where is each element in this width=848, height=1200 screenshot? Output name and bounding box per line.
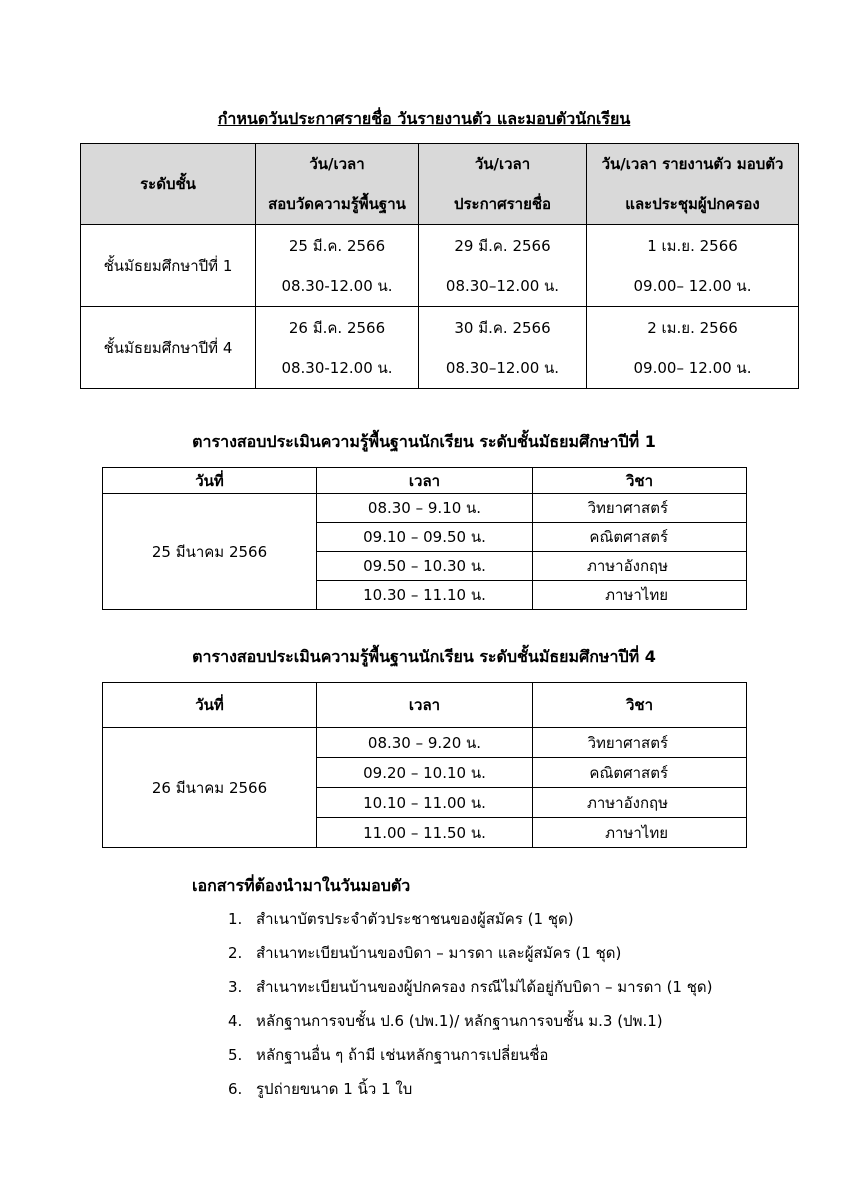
item-text: หลักฐานอื่น ๆ ถ้ามี เช่นหลักฐานการเปลี่ยนชื่อ xyxy=(256,1046,549,1064)
item-text: สำเนาบัตรประจำตัวประชาชนของผู้สมัคร (1 ชุด) xyxy=(256,910,574,928)
exam-m1-header-row xyxy=(103,468,747,494)
header-report-line2: และประชุมผู้ปกครอง xyxy=(625,195,760,213)
exam-subject: วิทยาศาสตร์ xyxy=(533,728,747,758)
exam-time: 08.30-12.00 น. xyxy=(281,358,393,377)
item-number: 6. xyxy=(228,1080,243,1098)
exam-time: 08.30-12.00 น. xyxy=(281,276,393,295)
header-report xyxy=(587,144,799,225)
exam-subject: คณิตศาสตร์ xyxy=(533,758,747,788)
exam-subject: วิทยาศาสตร์ xyxy=(533,494,747,523)
exam-date: 25 มีนาคม 2566 xyxy=(103,494,317,610)
report-date: 2 เม.ย. 2566 xyxy=(647,318,738,337)
header-subject: วิชา xyxy=(533,683,747,728)
report-date: 1 เม.ย. 2566 xyxy=(647,236,738,255)
header-subject: วิชา xyxy=(533,468,747,494)
exam-time: 08.30 – 9.10 น. xyxy=(317,494,533,523)
exam-subject: ภาษาอังกฤษ xyxy=(533,552,747,581)
exam-time: 09.50 – 10.30 น. xyxy=(317,552,533,581)
schedule-row xyxy=(81,225,799,307)
header-announce-line2: ประกาศรายชื่อ xyxy=(453,195,552,213)
table-row xyxy=(103,728,747,758)
exam-time: 09.20 – 10.10 น. xyxy=(317,758,533,788)
list-item xyxy=(228,970,713,1004)
schedule-report xyxy=(587,307,799,389)
exam-date: 26 มี.ค. 2566 xyxy=(288,318,386,337)
exam-m4-title: ตารางสอบประเมินความรู้พื้นฐานนักเรียน ระดับชั้นมัธยมศึกษาปีที่ 4 xyxy=(192,647,656,666)
header-date: วันที่ xyxy=(103,683,317,728)
exam-m1-title: ตารางสอบประเมินความรู้พื้นฐานนักเรียน ระดับชั้นมัธยมศึกษาปีที่ 1 xyxy=(192,432,656,451)
exam-time: 10.30 – 11.10 น. xyxy=(317,581,533,610)
header-announce-line1: วัน/เวลา xyxy=(474,155,531,173)
schedule-announce xyxy=(419,307,587,389)
item-text: หลักฐานการจบชั้น ป.6 (ปพ.1)/ หลักฐานการจบชั้น ม.3 (ปพ.1) xyxy=(256,1012,663,1030)
table-row xyxy=(103,494,747,523)
header-time: เวลา xyxy=(317,683,533,728)
header-date: วันที่ xyxy=(103,468,317,494)
exam-date: 26 มีนาคม 2566 xyxy=(103,728,317,848)
header-time: เวลา xyxy=(317,468,533,494)
item-text: รูปถ่ายขนาด 1 นิ้ว 1 ใบ xyxy=(256,1080,413,1098)
exam-time: 08.30 – 9.20 น. xyxy=(317,728,533,758)
header-exam xyxy=(256,144,419,225)
schedule-table xyxy=(80,143,799,389)
schedule-header-row xyxy=(81,144,799,225)
list-item xyxy=(228,1038,713,1072)
item-number: 1. xyxy=(228,910,243,928)
documents-list xyxy=(228,902,713,1106)
header-exam-line1: วัน/เวลา xyxy=(309,155,365,173)
announce-time: 08.30–12.00 น. xyxy=(445,276,560,295)
exam-m4-header-row xyxy=(103,683,747,728)
exam-subject: ภาษาอังกฤษ xyxy=(533,788,747,818)
item-number: 3. xyxy=(228,978,243,996)
header-level: ระดับชั้น xyxy=(81,144,256,225)
schedule-report xyxy=(587,225,799,307)
schedule-level: ชั้นมัธยมศึกษาปีที่ 4 xyxy=(81,307,256,389)
item-number: 2. xyxy=(228,944,243,962)
header-report-line1: วัน/เวลา รายงานตัว มอบตัว xyxy=(601,155,784,173)
schedule-exam xyxy=(256,307,419,389)
schedule-row xyxy=(81,307,799,389)
item-text: สำเนาทะเบียนบ้านของบิดา – มารดา และผู้สมัคร (1 ชุด) xyxy=(256,944,622,962)
announce-date: 29 มี.ค. 2566 xyxy=(454,236,551,255)
page-title: กำหนดวันประกาศรายชื่อ วันรายงานตัว และมอบตัวนักเรียน xyxy=(217,109,631,128)
item-text: สำเนาทะเบียนบ้านของผู้ปกครอง กรณีไม่ได้อยู่กับบิดา – มารดา (1 ชุด) xyxy=(256,978,713,996)
report-time: 09.00– 12.00 น. xyxy=(633,276,752,295)
list-item xyxy=(228,1004,713,1038)
header-exam-line2: สอบวัดความรู้พื้นฐาน xyxy=(268,195,406,213)
exam-subject: ภาษาไทย xyxy=(533,818,747,848)
exam-time: 09.10 – 09.50 น. xyxy=(317,523,533,552)
announce-time: 08.30–12.00 น. xyxy=(445,358,560,377)
report-time: 09.00– 12.00 น. xyxy=(633,358,752,377)
list-item xyxy=(228,902,713,936)
schedule-exam xyxy=(256,225,419,307)
exam-subject: คณิตศาสตร์ xyxy=(533,523,747,552)
documents-title: เอกสารที่ต้องนำมาในวันมอบตัว xyxy=(192,876,411,895)
exam-date: 25 มี.ค. 2566 xyxy=(288,236,386,255)
exam-m1-table xyxy=(102,467,747,610)
list-item xyxy=(228,936,713,970)
exam-subject: ภาษาไทย xyxy=(533,581,747,610)
announce-date: 30 มี.ค. 2566 xyxy=(454,318,551,337)
exam-m4-table xyxy=(102,682,747,848)
exam-time: 10.10 – 11.00 น. xyxy=(317,788,533,818)
schedule-announce xyxy=(419,225,587,307)
item-number: 4. xyxy=(228,1012,243,1030)
item-number: 5. xyxy=(228,1046,243,1064)
schedule-level: ชั้นมัธยมศึกษาปีที่ 1 xyxy=(81,225,256,307)
header-announce xyxy=(419,144,587,225)
exam-time: 11.00 – 11.50 น. xyxy=(317,818,533,848)
list-item xyxy=(228,1072,713,1106)
